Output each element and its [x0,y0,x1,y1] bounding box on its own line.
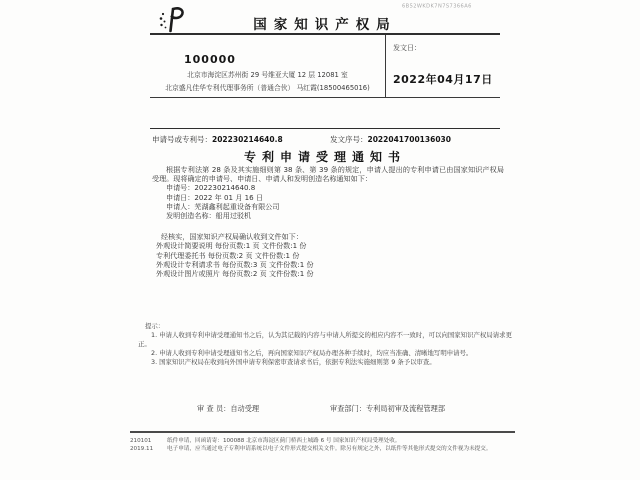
department-group [330,404,445,414]
agency-title: 国家知识产权局 [253,17,397,33]
department-value: 专利局初审及流程管理部 [365,404,446,413]
footer-line1: 纸件申请，回函请寄：100088 北京市海淀区蓟门桥西土城路 6 号 国家知识产权局受理处收。 [167,438,401,444]
dispatch-date-block [385,35,500,97]
recipient-block [150,35,385,97]
field-application-no [166,183,504,192]
dispatch-no: 2022041700136030 [367,135,451,144]
footer [130,437,518,453]
notice-title: 专利申请受理通知书 [243,150,406,164]
document-serial: 6B52WKDK7N7S7366A6 [402,3,472,9]
document-line: 外观设计图片或照片 每份页数:2 页 文件份数:1 份 [156,269,314,279]
footer-divider [130,431,515,433]
intro-paragraph: 根据专利法第 28 条及其实施细则第 38 条、第 39 条的规定，申请人提出的专利申请已由国家知识产权局受理。现将确定的申请号、申请日、申请人和发明创造名称通知如下： [152,165,504,184]
field-invention-name [166,211,504,220]
form-version: 2019.11 [130,446,154,452]
note-item: 1. 申请人收到专利申请受理通知书之后，认为其记载的内容与申请人所提交的相应内容不一致时，可以向国家知识产权局请求更正。 [138,331,512,348]
document-line: 外观设计简要说明 每份页数:1 页 文件份数:1 份 [156,241,307,251]
field-value: 2022 年 01 月 16 日 [194,192,264,202]
footer-instructions [167,437,518,453]
field-value: 202230214640.8 [194,183,256,193]
department-label: 审查部门： [330,404,366,413]
recipient-address-line1: 北京市海淀区苏州街 29 号维亚大厦 12 层 12081 室 [187,71,348,79]
notes-section [138,322,512,367]
field-value: 芜湖鑫利起重设备有限公司 [194,201,280,211]
recipient-address-line2: 北京盛凡佳华专利代理事务所（普通合伙） 马红霞(18500465016) [165,84,370,92]
footer-line2: 电子申请，应当通过电子专利申请系统以电子文件形式提交相关文件。除另有规定之外，以纸件等其他形式提交的文件视为未提交。 [167,446,492,452]
application-no-label: 申请号或专利号： [152,135,212,144]
dispatch-no-group [330,134,451,145]
application-no: 202230214640.8 [212,135,283,144]
examiner-label: 审 查 员： [197,404,231,413]
header-box [150,33,500,98]
field-label: 发明创造名称： [166,211,216,221]
dispatch-date-value: 2022年04月17日 [393,73,493,86]
notice-body [152,165,504,278]
field-label: 申请人： [166,201,195,211]
dispatch-date-label: 发文日： [393,44,421,52]
field-label: 申请号： [166,183,195,193]
examiner-value: 自动受理 [230,404,260,413]
recipient-postcode: 100000 [184,53,236,66]
field-applicant [166,202,504,211]
section-divider [150,128,500,129]
meta-row [152,134,502,145]
note-item: 2. 申请人收到专利申请受理通知书之后，再向国家知识产权局办理各种手续时，均应当准确、清晰地写明申请号。 [151,349,473,357]
form-code: 210101 [130,438,152,444]
field-label: 申请日： [166,192,195,202]
dispatch-no-label: 发文序号： [330,135,368,144]
examiner-group [197,404,259,414]
notes-label: 提示： [145,322,165,330]
form-codes [130,437,158,453]
document-line: 外观设计专利请求书 每份页数:3 页 文件份数:1 份 [156,259,314,269]
field-value: 船用过驳机 [215,211,252,221]
field-application-date [166,193,504,202]
note-item: 3. 国家知识产权局在收到向外国申请专利保密审查请求书后，依据专利法实施细则第 9 条予以审查。 [151,358,436,366]
document-line: 专利代理委托书 每份页数:2 页 文件份数:1 份 [156,250,300,260]
received-intro: 经核实，国家知识产权局确认收到文件如下： [161,232,303,242]
